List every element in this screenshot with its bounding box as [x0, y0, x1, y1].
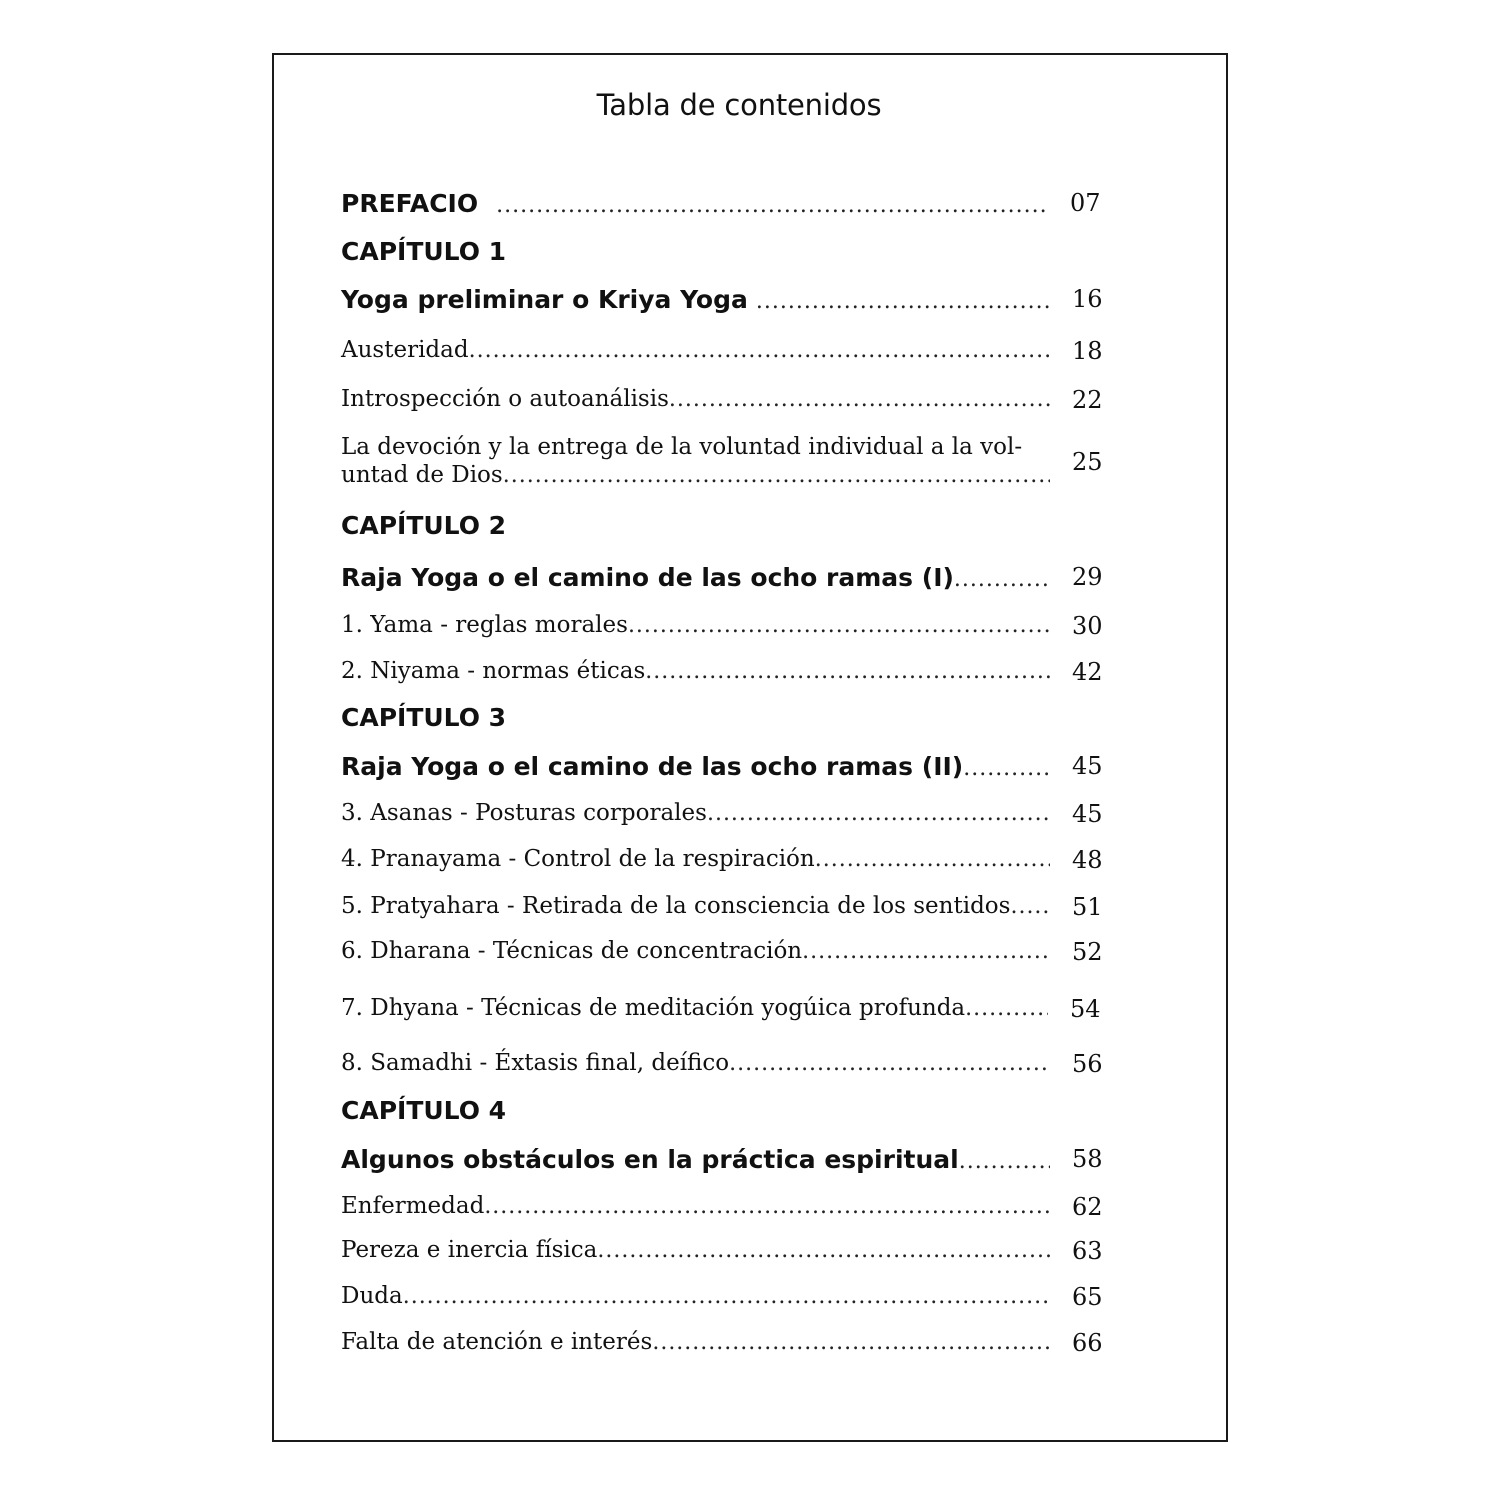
toc-entry-prefacio[interactable]	[341, 189, 1101, 223]
dot-leader	[959, 1149, 1050, 1174]
dot-leader	[965, 996, 1048, 1021]
page-number: 42	[1072, 658, 1103, 686]
toc-entry-label: 6. Dharana - Técnicas de concentración	[341, 938, 803, 964]
dot-leader	[729, 1051, 1050, 1076]
chapter-heading: CAPÍTULO 2	[341, 511, 507, 540]
toc-entry[interactable]	[341, 658, 1103, 692]
toc-entry-label: 2. Niyama - normas éticas	[341, 658, 646, 684]
page-number: 66	[1072, 1329, 1103, 1357]
dot-leader	[954, 567, 1050, 592]
page-number: 18	[1072, 337, 1103, 365]
toc-entry-label: 3. Asanas - Posturas corporales	[341, 800, 707, 826]
page-number: 63	[1072, 1237, 1103, 1265]
toc-entry-label: Austeridad	[341, 337, 469, 363]
toc-entry-multiline[interactable]	[341, 434, 1103, 494]
toc-entry-label: 5. Pratyahara - Retirada de la consciencia de los sentidos	[341, 893, 1011, 919]
dot-leader	[503, 463, 1050, 488]
page-number: 48	[1072, 846, 1103, 874]
toc-entry[interactable]	[341, 893, 1103, 927]
toc-entry-label-line1: La devoción y la entrega de la voluntad individual a la vol-	[341, 434, 1023, 460]
toc-entry[interactable]	[341, 612, 1103, 646]
page-number: 22	[1072, 386, 1103, 414]
toc-section[interactable]	[341, 563, 1103, 597]
toc-section-label: Algunos obstáculos en la práctica espiritual	[341, 1145, 959, 1174]
page-number: 07	[1070, 189, 1101, 217]
page-number: 30	[1072, 612, 1103, 640]
toc-entry[interactable]	[341, 846, 1103, 880]
toc-entry-line2	[341, 462, 1050, 488]
page-number: 56	[1072, 1050, 1103, 1078]
toc-entry-label: PREFACIO	[341, 189, 479, 218]
page-number: 65	[1072, 1283, 1103, 1311]
toc-entry[interactable]	[341, 386, 1103, 420]
page-number: 62	[1072, 1193, 1103, 1221]
toc-section-label: Yoga preliminar o Kriya Yoga	[341, 285, 748, 314]
page-title: Tabla de contenidos	[596, 88, 882, 122]
page-number: 52	[1072, 938, 1103, 966]
toc-section-label: Raja Yoga o el camino de las ocho ramas (II)	[341, 752, 964, 781]
toc-entry[interactable]	[341, 1329, 1103, 1363]
toc-section[interactable]	[341, 285, 1103, 319]
dot-leader	[597, 1238, 1050, 1263]
dot-leader	[707, 801, 1050, 826]
dot-leader	[484, 1194, 1050, 1219]
page-number: 51	[1072, 893, 1103, 921]
toc-entry[interactable]	[341, 1050, 1103, 1084]
toc-section[interactable]	[341, 1145, 1103, 1179]
toc-entry[interactable]	[341, 938, 1103, 972]
dot-leader	[496, 193, 1046, 218]
dot-leader	[815, 847, 1050, 872]
toc-entry[interactable]	[341, 1193, 1103, 1227]
dot-leader	[645, 659, 1050, 684]
dot-leader	[756, 289, 1050, 314]
dot-leader	[652, 1330, 1050, 1355]
toc-entry[interactable]	[341, 800, 1103, 834]
dot-leader	[1010, 894, 1050, 919]
toc-section[interactable]	[341, 752, 1103, 786]
page-number: 25	[1072, 448, 1103, 476]
toc-entry-label: Introspección o autoanálisis	[341, 386, 669, 412]
dot-leader	[963, 756, 1050, 781]
dot-leader	[469, 338, 1050, 363]
page-number: 45	[1072, 800, 1103, 828]
dot-leader	[628, 613, 1050, 638]
chapter-heading: CAPÍTULO 1	[341, 237, 507, 266]
page-number: 29	[1072, 563, 1103, 591]
page-number: 45	[1072, 752, 1103, 780]
toc-entry[interactable]	[341, 995, 1101, 1029]
toc-entry[interactable]	[341, 1237, 1103, 1271]
page-number: 16	[1072, 285, 1103, 313]
toc-entry[interactable]	[341, 337, 1103, 371]
chapter-heading: CAPÍTULO 4	[341, 1096, 507, 1125]
chapter-heading: CAPÍTULO 3	[341, 703, 507, 732]
page-number: 58	[1072, 1145, 1103, 1173]
toc-entry-label: 4. Pranayama - Control de la respiración	[341, 846, 815, 872]
toc-entry-label: Duda	[341, 1283, 403, 1309]
page-number: 54	[1070, 995, 1101, 1023]
dot-leader	[669, 387, 1050, 412]
toc-entry-label: 1. Yama - reglas morales	[341, 612, 628, 638]
toc-section-label: Raja Yoga o el camino de las ocho ramas (I)	[341, 563, 954, 592]
toc-entry-label: Pereza e inercia física	[341, 1237, 598, 1263]
dot-leader	[403, 1284, 1050, 1309]
toc-entry-label: Enfermedad	[341, 1193, 485, 1219]
dot-leader	[802, 939, 1050, 964]
toc-entry-label: 7. Dhyana - Técnicas de meditación yogúica profunda	[341, 995, 966, 1021]
toc-entry[interactable]	[341, 1283, 1103, 1317]
toc-entry-label: 8. Samadhi - Éxtasis final, deífico	[341, 1050, 730, 1076]
toc-entry-label-line2: untad de Dios	[341, 462, 503, 488]
toc-entry-label: Falta de atención e interés	[341, 1329, 653, 1355]
